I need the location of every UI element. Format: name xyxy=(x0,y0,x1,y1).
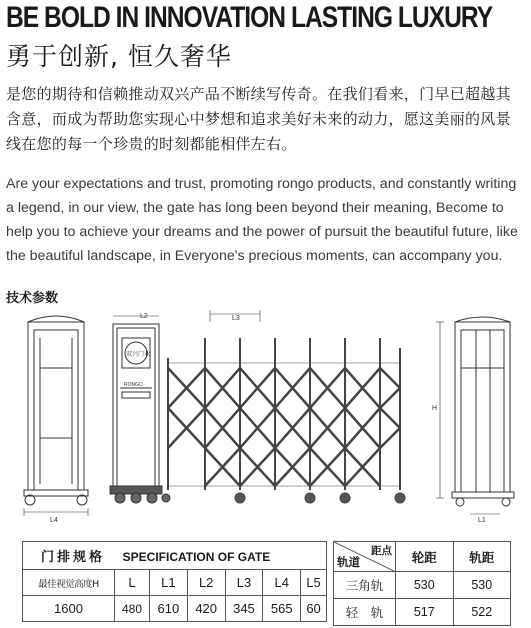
spec-value-row xyxy=(23,596,327,622)
chinese-paragraph: 是您的期待和信赖推动双兴产品不断续写传奇。在我们看来，门早已超越其含意，而成为帮助您实现心中梦想和追求美好未来的动力，愿这美丽的风景线在您的每一个珍贵的时刻都能相伴左右。 xyxy=(6,85,511,153)
track-corner-bottom: 轨道 xyxy=(337,555,360,569)
track-header-track: 轨距 xyxy=(453,542,511,572)
chinese-title: 勇于创新, 恒久奢华 xyxy=(6,42,232,71)
right-side-view xyxy=(436,317,514,514)
track-row xyxy=(334,572,511,599)
spec-value-l3: 345 xyxy=(225,596,263,622)
panel-label: 双兴门业 xyxy=(126,351,151,358)
spec-header-l3: L3 xyxy=(225,570,263,596)
track-corner-top: 距点 xyxy=(371,545,392,557)
track-row-name: 三角轨 xyxy=(334,572,396,599)
spec-header-l2: L2 xyxy=(187,570,225,596)
dim-l1: L1 xyxy=(478,517,486,524)
english-paragraph: Are your expectations and trust, promoting rongo products, and constantly writing a legend, in our view, the gate has long been beyond their meaning, Become to help you to achieve your dreams and the power of pursuit the beautiful future, like the beautiful landscape, in Everyone's precious moments, can accompany you. xyxy=(6,176,518,264)
spec-title-cn: 门排规格 xyxy=(41,550,106,565)
dim-l2: L2 xyxy=(140,313,148,320)
brand-label: RONGO xyxy=(124,382,143,388)
track-row-track: 530 xyxy=(453,572,511,599)
track-row-name: 轻 轨 xyxy=(334,599,396,626)
gate-technical-drawing xyxy=(0,308,531,530)
head-unit xyxy=(110,316,170,503)
dim-l-left: L4 xyxy=(50,517,58,524)
track-row-wheel: 517 xyxy=(396,599,454,626)
spec-title-en: SPECIFICATION OF GATE xyxy=(122,550,271,564)
track-corner-cell xyxy=(334,542,396,572)
left-side-view xyxy=(24,316,88,516)
spec-value-l2: 420 xyxy=(187,596,225,622)
spec-header-l5: L5 xyxy=(301,570,327,596)
track-header-wheel: 轮距 xyxy=(396,542,454,572)
track-row xyxy=(334,599,511,626)
spec-value-l5: 60 xyxy=(301,596,327,622)
headline: BE BOLD IN INNOVATION LASTING LUXURY xyxy=(6,1,493,34)
spec-header-l1: L1 xyxy=(150,570,188,596)
specification-table xyxy=(22,541,327,622)
track-row-wheel: 530 xyxy=(396,572,454,599)
track-row-track: 522 xyxy=(453,599,511,626)
spec-value-l4: 565 xyxy=(263,596,301,622)
spec-heading: 技术参数 xyxy=(6,291,59,306)
scissor-gate-body xyxy=(168,338,405,503)
dim-l3: L3 xyxy=(232,315,240,322)
spec-title-cell xyxy=(23,542,327,570)
spec-value-l: 480 xyxy=(115,596,150,622)
spec-header-h: 最佳视觉高度H xyxy=(23,570,115,596)
spec-value-l1: 610 xyxy=(150,596,188,622)
spec-header-l: L xyxy=(115,570,150,596)
spec-value-h: 1600 xyxy=(23,596,115,622)
spec-header-row xyxy=(23,570,327,596)
spec-header-l4: L4 xyxy=(263,570,301,596)
track-table xyxy=(333,541,511,626)
dim-h: H xyxy=(432,405,438,412)
